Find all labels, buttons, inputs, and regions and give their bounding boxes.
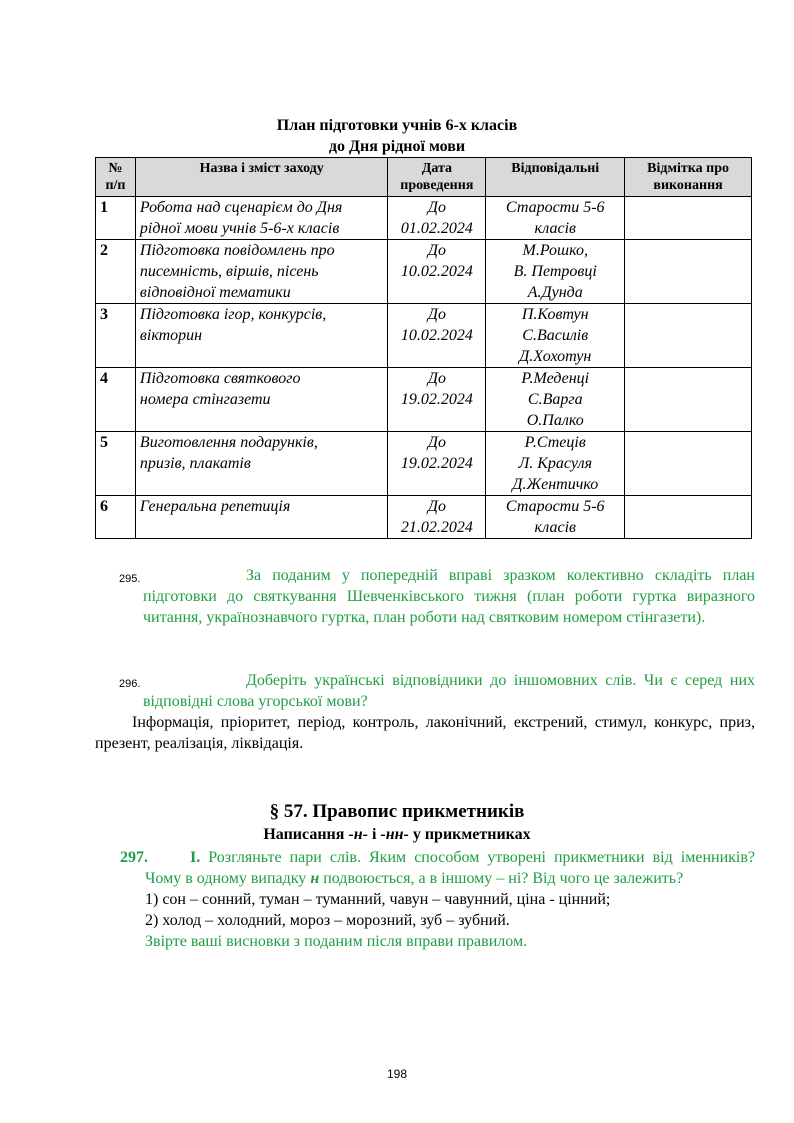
page-number: 198 [386,1067,408,1081]
row-mark [625,197,752,240]
table-row [96,197,752,240]
exercise-297-conclusion: Звірте ваші висновки з поданим після вправи правилом. [145,933,528,950]
row-date: До 10.02.2024 [388,304,486,368]
exercise-297 [120,847,755,952]
row-number: 1 [96,197,136,240]
row-number: 5 [96,432,136,496]
table-row [96,240,752,304]
row-mark [625,432,752,496]
header-mark: Відмітка про виконання [625,158,752,197]
row-date: До 19.02.2024 [388,432,486,496]
row-name: Підготовка ігор, конкурсів, вікторин [135,304,387,368]
exercise-296-words: Інформація, пріоритет, період, контроль, лаконічний, екстрений, стимул, конкурс, приз, презент, реалізація, ліквідація. [95,714,755,752]
table-row [96,304,752,368]
exercise-297-line-1: 1) сон – сонний, туман – туманний, чавун – чавунний, ціна - цінний; [145,891,611,908]
row-responsible: М.Рошко, В. Петровці А.Дунда [486,240,625,304]
row-number: 2 [96,240,136,304]
exercise-296-number: 296. [119,678,141,690]
row-responsible: Старости 5-6 класів [486,496,625,539]
row-date: До 21.02.2024 [388,496,486,539]
row-responsible: Старости 5-6 класів [486,197,625,240]
header-responsible: Відповідальні [486,158,625,197]
exercise-296-text: Доберіть українські відповідники до іншомовних слів. Чи є серед них відповідні слова угорської мови? [143,672,755,710]
plan-table [95,157,752,539]
table-row [96,368,752,432]
row-date: До 19.02.2024 [388,368,486,432]
row-mark [625,304,752,368]
row-number: 4 [96,368,136,432]
exercise-297-task: І. Розгляньте пари слів. Яким способом утворені прикметники від іменників? Чому в одному випадку н подвоюється, а в іншому – ні? Від чого це залежить? [145,849,756,887]
exercise-297-number: 297. [120,849,148,866]
row-responsible: Р.Меденці С.Варга О.Палко [486,368,625,432]
row-name: Генеральна репетиція [135,496,387,539]
exercise-296 [95,670,755,754]
row-mark [625,368,752,432]
section-subtitle: Написання -н- і -нн- у прикметниках [263,826,531,843]
section-title: § 57. Правопис прикметників [269,801,525,822]
row-name: Виготовлення подарунків, призів, плакатів [135,432,387,496]
header-num: № п/п [96,158,136,197]
row-responsible: Р.Стеців Л. Красуля Д.Жентичко [486,432,625,496]
row-name: Робота над сценарієм до Дня рідної мови учнів 5-6-х класів [135,197,387,240]
row-number: 3 [96,304,136,368]
header-date: Дата проведення [388,158,486,197]
row-name: Підготовка святкового номера стінгазети [135,368,387,432]
table-row [96,496,752,539]
row-mark [625,496,752,539]
row-date: До 10.02.2024 [388,240,486,304]
row-date: До 01.02.2024 [388,197,486,240]
exercise-295 [95,565,755,628]
row-name: Підготовка повідомлень про писемність, віршів, пісень відповідної тематики [135,240,387,304]
exercise-295-text: За поданим у попередній вправі зразком колективно складіть план підготовки до святкування Шевченківського тижня (план роботи гуртка виразного читання, українознавчого гуртка, план роботи над святковим номером стінгазети). [143,567,755,626]
header-name: Назва і зміст заходу [135,158,387,197]
exercise-295-number: 295. [119,573,141,585]
row-mark [625,240,752,304]
table-header-row [96,158,752,197]
row-number: 6 [96,496,136,539]
plan-title: План підготовки учнів 6-х класів [276,117,518,134]
plan-subtitle: до Дня рідної мови [328,138,466,155]
table-row [96,432,752,496]
row-responsible: П.Ковтун С.Василів Д.Хохотун [486,304,625,368]
exercise-297-line-2: 2) холод – холодний, мороз – морозний, зуб – зубний. [145,912,510,929]
